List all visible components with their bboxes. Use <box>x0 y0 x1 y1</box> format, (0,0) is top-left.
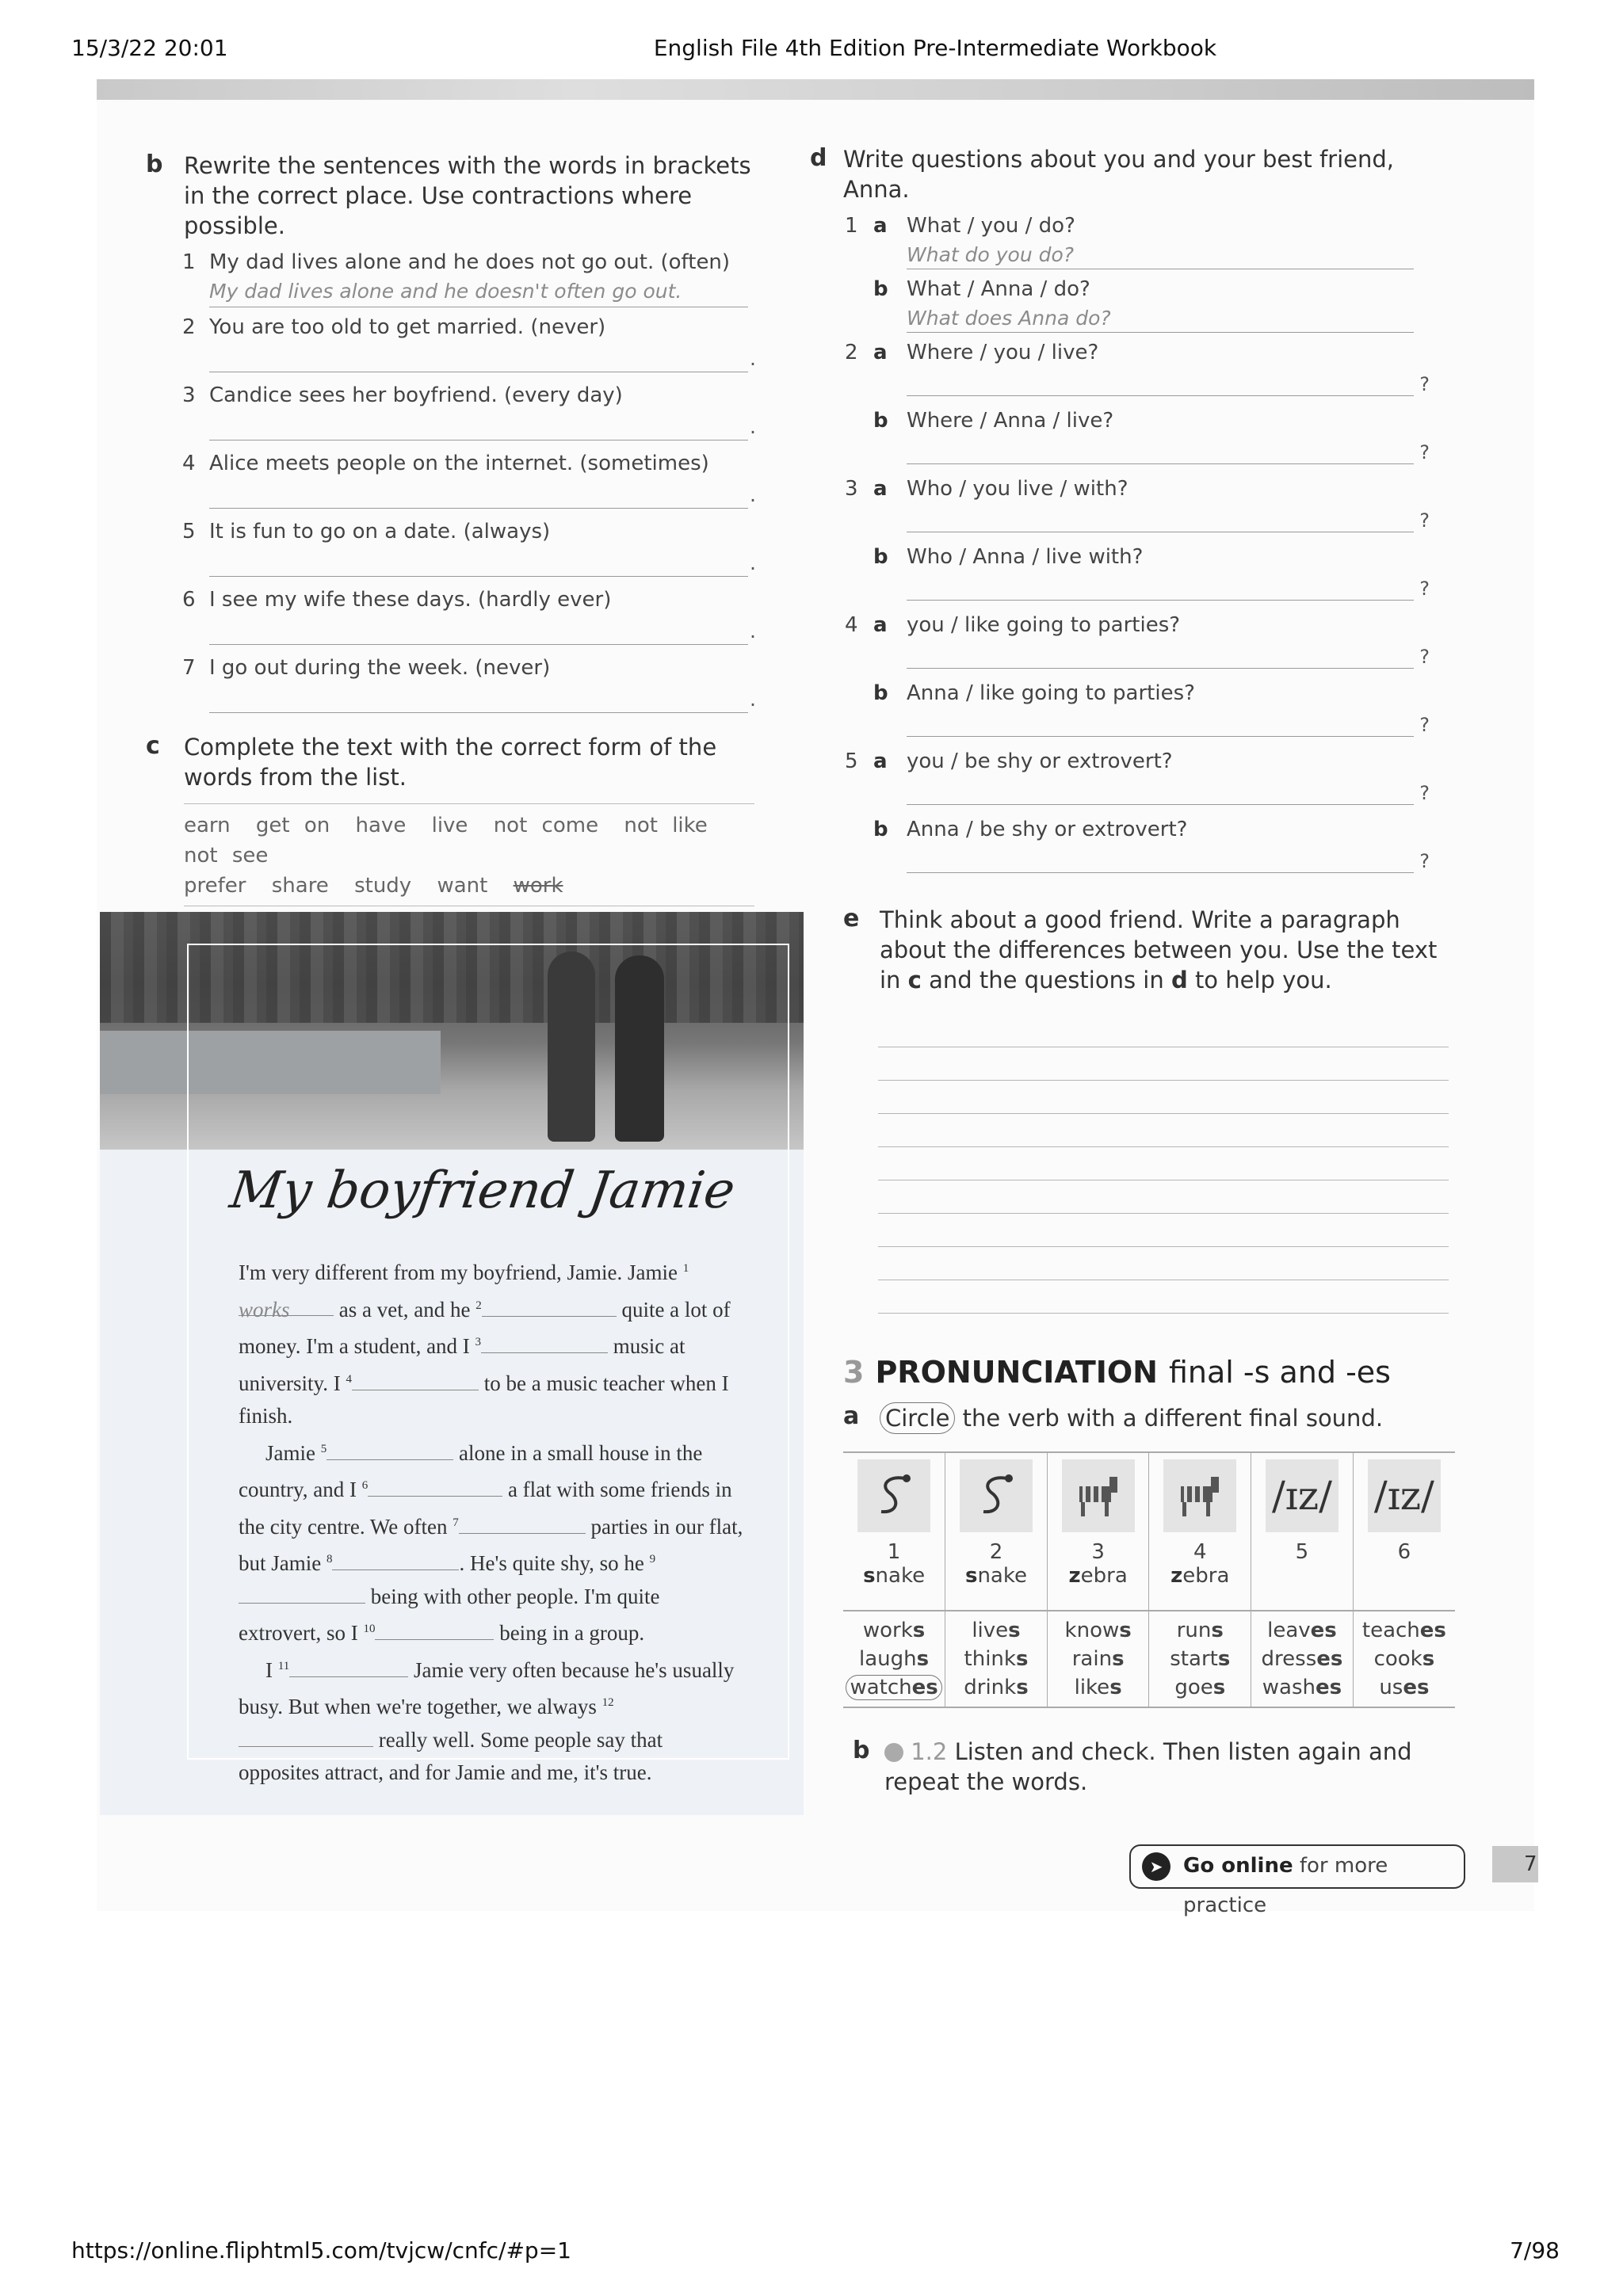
story-panel <box>100 912 804 1815</box>
exercise-instruction: Rewrite the sentences with the words in brackets in the correct place. Use contractions where possible. <box>184 152 751 239</box>
circle-word: Circle <box>880 1402 955 1434</box>
exercise-instruction: Think about a good friend. Write a paragraph about the differences between you. Use the text in c and the questions in d to help you. <box>880 906 1438 994</box>
question-answer-line[interactable]: ? <box>907 434 1414 464</box>
word-column: knows rains likes <box>1047 1611 1149 1707</box>
exercise-e <box>843 905 1525 995</box>
cursor-icon: ➤ <box>1142 1852 1170 1881</box>
sound-column: /ɪz/ 6 <box>1353 1452 1455 1611</box>
gap-12[interactable] <box>239 1725 373 1747</box>
audio-icon[interactable] <box>884 1743 903 1762</box>
gap-3[interactable] <box>481 1331 608 1353</box>
gap-11[interactable] <box>289 1655 408 1677</box>
exercise-letter: b <box>853 1737 870 1764</box>
question-answer-line[interactable]: ? <box>907 707 1414 737</box>
print-page-count: 7/98 <box>1510 2237 1560 2264</box>
pronunciation-b <box>853 1737 1525 1797</box>
story-title: My boyfriend Jamie <box>226 1161 739 1220</box>
answer-line[interactable]: My dad lives alone and he doesn't often go out. <box>209 276 748 307</box>
exercise-letter: b <box>146 151 163 178</box>
question-answer-line[interactable]: ? <box>907 775 1414 805</box>
word-column: runs starts goes <box>1149 1611 1251 1707</box>
word-column: teaches cooks uses <box>1353 1611 1455 1707</box>
question-answer-line[interactable]: ? <box>907 502 1414 532</box>
question-row: 2 a Where / you / live? <box>845 341 1099 364</box>
iz-symbol: /ɪz/ <box>1368 1459 1441 1532</box>
question-answer-line[interactable]: ? <box>907 366 1414 396</box>
sound-column: 3 zebra <box>1047 1452 1149 1611</box>
list-item: 5 It is fun to go on a date. (always) <box>182 520 551 543</box>
question-row: 5 a you / be shy or extrovert? <box>845 749 1173 773</box>
go-online-button[interactable]: ➤ Go online for more practice <box>1129 1844 1465 1889</box>
answer-line[interactable]: . <box>209 613 748 645</box>
list-item: 2 You are too old to get married. (never) <box>182 315 606 339</box>
sound-table <box>843 1451 1455 1708</box>
exercise-instruction: Circle the verb with a different final sound. <box>880 1402 1525 1434</box>
question-answer-line[interactable]: ? <box>907 843 1414 873</box>
question-answer-line[interactable]: ? <box>907 639 1414 669</box>
sound-column: 2 snake <box>945 1452 1048 1611</box>
question-row: 3 a Who / you live / with? <box>845 477 1128 501</box>
question-row: b Where / Anna / live? <box>873 409 1114 433</box>
word-column: leaves dresses washes <box>1251 1611 1354 1707</box>
answer-line[interactable]: . <box>209 545 748 577</box>
circled-word: watches <box>846 1675 941 1700</box>
exercise-letter: a <box>843 1402 860 1430</box>
exercise-letter: d <box>810 144 827 172</box>
question-answer-line[interactable]: What does Anna do? <box>907 303 1414 333</box>
exercise-instruction: Complete the text with the correct form of the words from the list. <box>184 734 717 791</box>
gap-10[interactable] <box>375 1618 494 1640</box>
answer-line[interactable]: . <box>209 681 748 713</box>
exercise-instruction: 1.2 Listen and check. Then listen again and repeat the words. <box>884 1738 1412 1795</box>
pronunciation-heading: 3 PRONUNCIATION final -s and -es <box>843 1355 1391 1390</box>
question-row: b What / Anna / do? <box>873 277 1090 301</box>
exercise-letter: e <box>843 905 860 933</box>
exercise-letter: c <box>146 732 160 760</box>
question-row: 1 a What / you / do? <box>845 214 1075 238</box>
sound-column: 4 zebra <box>1149 1452 1251 1611</box>
answer-line[interactable]: . <box>209 409 748 441</box>
story-text: I'm very different from my boyfriend, Jamie. Jamie $^1$works as a vet, and he $^2$ quite a lot of money. I'm a student, and I $^3$ music at university. I $^4$ to be a music teacher when I finish. Jamie $^5$ alone in a small house in the country, and I $^6$ a flat with some friends in the city centre. We often $^7$ parties in our flat, but Jamie $^8$ . He's quite shy, so he $^9$ being with other people. I'm quite extrovert, so I $^{10}$ being in a group. I $^{11}$ Jamie very often because he's usually busy. But when we're together, we always $^{12}$ really well. Some people say that opposites attract, and for Jamie and me, it's true. <box>239 1261 743 1784</box>
list-item: 6 I see my wife these days. (hardly ever) <box>182 588 612 612</box>
snake-icon <box>960 1459 1033 1532</box>
workbook-page <box>97 79 1537 1917</box>
print-title: English File 4th Edition Pre-Intermediate Workbook <box>653 35 1217 61</box>
page-number-tab: 7 <box>1492 1846 1538 1882</box>
gap-4[interactable] <box>352 1368 479 1390</box>
word-column: works laughs watches <box>843 1611 945 1707</box>
list-item: 7 I go out during the week. (never) <box>182 656 551 680</box>
question-answer-line[interactable]: ? <box>907 570 1414 601</box>
gap-8[interactable] <box>332 1548 459 1570</box>
pronunciation-a <box>843 1402 1525 1434</box>
gap-5[interactable] <box>327 1438 453 1460</box>
snake-icon <box>857 1459 930 1532</box>
list-item: 3 Candice sees her boyfriend. (every day) <box>182 383 623 407</box>
gap-7[interactable] <box>459 1512 586 1534</box>
word-column: lives thinks drinks <box>945 1611 1048 1707</box>
right-column <box>810 144 1525 1797</box>
question-answer-line[interactable]: What do you do? <box>907 239 1414 269</box>
answer-line[interactable]: . <box>209 341 748 372</box>
zebra-icon <box>1163 1459 1236 1532</box>
exercise-instruction: Write questions about you and your best friend, Anna. <box>843 146 1394 203</box>
gap-6[interactable] <box>368 1474 502 1497</box>
question-row: 4 a you / like going to parties? <box>845 613 1181 637</box>
list-item: 1 My dad lives alone and he does not go out. (often) <box>182 250 731 274</box>
exercise-b-items <box>184 249 897 713</box>
question-row: b Anna / like going to parties? <box>873 681 1195 705</box>
question-list <box>843 212 1525 873</box>
word-list-box: earn get on have live not come not like not see prefer share study want work <box>184 803 754 906</box>
print-header <box>0 35 1623 67</box>
print-url: https://online.fliphtml5.com/tvjcw/cnfc/#p=1 <box>71 2237 571 2264</box>
question-row: b Anna / be shy or extrovert? <box>873 818 1188 841</box>
sound-column: /ɪz/ 5 <box>1251 1452 1354 1611</box>
exercise-b <box>146 151 897 713</box>
page-top-bar <box>97 79 1534 100</box>
paragraph-writing-lines[interactable] <box>878 1014 1525 1314</box>
left-column <box>146 151 897 906</box>
exercise-c <box>146 732 897 906</box>
print-datetime: 15/3/22 20:01 <box>71 35 228 61</box>
exercise-d <box>810 144 1525 873</box>
question-row: b Who / Anna / live with? <box>873 545 1144 569</box>
zebra-icon <box>1062 1459 1135 1532</box>
gap-1[interactable]: works <box>239 1294 334 1316</box>
list-item: 4 Alice meets people on the internet. (sometimes) <box>182 452 709 475</box>
sound-column: 1 snake <box>843 1452 945 1611</box>
gap-9[interactable] <box>239 1581 365 1604</box>
iz-symbol: /ɪz/ <box>1266 1459 1338 1532</box>
gap-2[interactable] <box>482 1295 617 1317</box>
answer-line[interactable]: . <box>209 477 748 509</box>
